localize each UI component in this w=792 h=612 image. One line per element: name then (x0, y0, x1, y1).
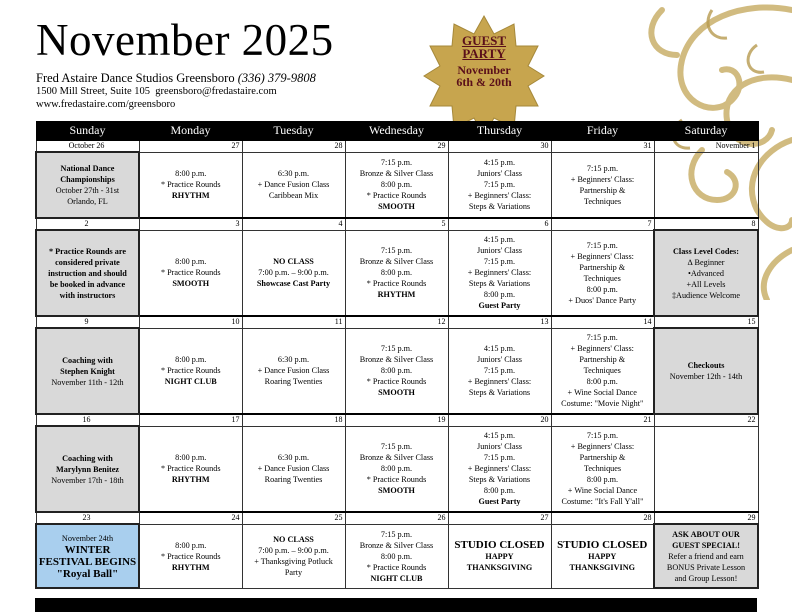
event-line: Steps & Variations (468, 279, 531, 289)
event-line: Juniors' Class (477, 442, 522, 452)
day-cell[interactable] (242, 426, 345, 512)
event-line: Bronze & Silver Class (359, 453, 434, 463)
date-number: 17 (139, 414, 242, 426)
event-line: Partnership & (579, 453, 626, 463)
event-line: WINTER (64, 543, 111, 556)
event-line: November 17th - 18th (51, 475, 124, 485)
event-line: + Thanksgiving Potluck (254, 557, 333, 566)
day-cell[interactable] (551, 524, 654, 588)
day-cell[interactable] (448, 524, 551, 588)
event-line: 7:00 p.m. – 9:00 p.m. (258, 268, 329, 278)
event-line: Championships (60, 175, 115, 184)
badge-party: PARTY (462, 46, 506, 61)
event-line: + Wine Social Dance (567, 388, 637, 398)
day-cell[interactable] (345, 328, 448, 414)
day-cell[interactable] (139, 230, 242, 316)
weekday-monday: Monday (139, 122, 242, 141)
date-number: 5 (345, 218, 448, 230)
event-line: "Royal Ball" (56, 567, 119, 580)
event-line: + Duos' Dance Party (568, 295, 637, 305)
week-events-row (36, 152, 758, 218)
date-number: 21 (551, 414, 654, 426)
event-line: November 11th - 12th (51, 377, 124, 387)
week-date-row (36, 316, 758, 328)
event-line: ASK ABOUT OUR (672, 529, 740, 539)
event-line: Checkouts (687, 361, 725, 370)
event-line: be booked in advance (49, 279, 126, 289)
date-number: 19 (345, 414, 448, 426)
event-line: * Practice Rounds (366, 191, 427, 201)
event-line: 8:00 p.m. (380, 180, 413, 190)
event-line: * Practice Rounds (366, 279, 427, 289)
event-line: 7:15 p.m. (586, 333, 618, 343)
event-line: FESTIVAL BEGINS (38, 555, 137, 568)
date-number: 10 (139, 316, 242, 328)
date-number: 27 (448, 512, 551, 524)
day-cell[interactable] (654, 524, 758, 588)
event-line: 7:15 p.m. (380, 344, 413, 354)
date-number: 18 (242, 414, 345, 426)
event-line: Guest Party (478, 301, 521, 311)
event-line: 8:00 p.m. (175, 355, 207, 365)
day-cell[interactable] (242, 230, 345, 316)
event-line: HAPPY (485, 552, 514, 561)
badge-month: November (457, 63, 511, 77)
day-cell[interactable] (36, 328, 139, 414)
event-line: THANKSGIVING (466, 563, 533, 572)
event-line: Roaring Twenties (264, 377, 323, 387)
event-line: + Beginners' Class: (467, 268, 532, 278)
day-cell[interactable] (448, 426, 551, 512)
event-line: * Practice Rounds (160, 268, 221, 278)
date-number: 14 (551, 316, 654, 328)
date-number: October 26 (36, 140, 139, 152)
event-line: 7:15 p.m. (586, 240, 618, 250)
event-line: RHYTHM (171, 475, 210, 485)
week-events-row (36, 328, 758, 414)
event-line: 6:30 p.m. (277, 169, 310, 179)
event-line: * Practice Rounds (366, 562, 427, 572)
event-line: Coaching with (62, 453, 113, 463)
event-line: Coaching with (62, 355, 113, 365)
date-number: 16 (36, 414, 139, 426)
event-line: Showcase Cast Party (256, 279, 331, 289)
event-line: considered private (55, 257, 120, 267)
date-number: 29 (345, 140, 448, 152)
day-cell[interactable] (139, 524, 242, 588)
week-date-row (36, 512, 758, 524)
event-line: Costume: "Movie Night" (561, 399, 644, 409)
date-number: 22 (654, 414, 758, 426)
week-date-row (36, 218, 758, 230)
event-line: 7:15 p.m. (483, 257, 516, 267)
event-line: + Beginners' Class: (570, 251, 634, 261)
event-line: Steps & Variations (468, 388, 531, 398)
weekday-wednesday: Wednesday (345, 122, 448, 141)
event-line: Stephen Knight (60, 366, 115, 376)
date-number: 4 (242, 218, 345, 230)
event-line: THANKSGIVING (569, 563, 635, 572)
week-events-row (36, 426, 758, 512)
date-number: 25 (242, 512, 345, 524)
day-cell[interactable] (654, 230, 758, 316)
event-line: * Practice Rounds (160, 366, 221, 376)
event-line: 7:00 p.m. – 9:00 p.m. (258, 546, 329, 555)
date-number: 29 (654, 512, 758, 524)
event-line: 8:00 p.m. (483, 290, 516, 300)
day-cell[interactable] (36, 152, 139, 218)
date-number: 24 (139, 512, 242, 524)
day-cell[interactable] (345, 152, 448, 218)
event-line: HAPPY (588, 552, 617, 561)
event-line: Techniques (583, 196, 622, 206)
date-number: 28 (242, 140, 345, 152)
date-number: 20 (448, 414, 551, 426)
date-number: 2 (36, 218, 139, 230)
date-number: 26 (345, 512, 448, 524)
event-line: 8:00 p.m. (175, 257, 207, 267)
event-line: SMOOTH (172, 279, 210, 289)
day-cell[interactable] (551, 328, 654, 414)
week-date-row (36, 414, 758, 426)
studio-contact (36, 86, 277, 111)
event-line: Partnership & (579, 262, 626, 272)
day-cell[interactable] (242, 524, 345, 588)
event-line: with instructors (59, 290, 116, 300)
event-line: + Beginners' Class: (467, 464, 532, 474)
event-line: 7:15 p.m. (380, 158, 413, 168)
week-events-row (36, 524, 758, 588)
event-line: 8:00 p.m. (586, 377, 618, 387)
event-line: + Dance Fusion Class (257, 180, 330, 190)
event-line: SMOOTH (378, 388, 415, 398)
event-line: 6:30 p.m. (277, 453, 310, 463)
day-cell[interactable] (139, 328, 242, 414)
date-number: 8 (654, 218, 758, 230)
calendar-grid (35, 121, 759, 589)
event-line: Steps & Variations (468, 202, 531, 212)
week-events-row (36, 230, 758, 316)
studio-name: Fred Astaire Dance Studios Greensboro (36, 71, 235, 85)
event-line: •Advanced (687, 268, 725, 278)
event-line: Orlando, FL (67, 197, 108, 206)
weekday-thursday: Thursday (448, 122, 551, 141)
date-number: 3 (139, 218, 242, 230)
event-line: 7:15 p.m. (483, 366, 516, 376)
event-line: Bronze & Silver Class (359, 540, 434, 550)
event-line: Refer a friend and earn (668, 551, 744, 561)
event-line: * Practice Rounds (160, 551, 221, 561)
event-line: 4:15 p.m. (483, 431, 516, 441)
event-line: 8:00 p.m. (175, 453, 207, 463)
event-line: +All Levels (686, 279, 726, 289)
event-line: + Beginners' Class: (467, 191, 532, 201)
weekday-tuesday: Tuesday (242, 122, 345, 141)
day-cell[interactable] (654, 152, 758, 218)
day-cell[interactable] (448, 152, 551, 218)
event-line: Marylynn Benitez (56, 464, 119, 474)
day-cell[interactable] (448, 230, 551, 316)
event-line: Techniques (583, 464, 622, 474)
event-line: Bronze & Silver Class (359, 355, 434, 365)
day-cell[interactable] (654, 328, 758, 414)
weekday-header-row (36, 122, 758, 141)
weekday-sunday: Sunday (36, 122, 139, 141)
event-line: STUDIO CLOSED (557, 539, 648, 551)
weekday-saturday: Saturday (654, 122, 758, 141)
studio-email[interactable]: greensboro@fredastaire.com (155, 86, 277, 97)
event-line: Caribbean Mix (268, 191, 319, 201)
event-line: ∆ Beginner (687, 257, 725, 267)
event-line: 7:15 p.m. (586, 431, 619, 441)
event-line: and Group Lesson! (674, 573, 738, 583)
event-line: 8:00 p.m. (380, 464, 413, 474)
guest-party-badge-text (422, 34, 546, 88)
day-cell[interactable] (139, 152, 242, 218)
day-cell[interactable] (551, 426, 654, 512)
day-cell[interactable] (242, 152, 345, 218)
badge-guest: GUEST (461, 33, 507, 48)
weekday-friday: Friday (551, 122, 654, 141)
event-line: 8:00 p.m. (380, 268, 413, 278)
event-line: * Practice Rounds (160, 180, 221, 190)
event-line: 8:00 p.m. (175, 540, 207, 550)
event-line: BONUS Private Lesson (666, 562, 746, 572)
event-line: RHYTHM (171, 191, 210, 201)
date-number: 31 (551, 140, 654, 152)
event-line: 7:15 p.m. (380, 529, 413, 539)
day-cell[interactable] (345, 426, 448, 512)
event-line: 6:30 p.m. (277, 355, 310, 365)
day-cell[interactable] (551, 230, 654, 316)
event-line: RHYTHM (377, 290, 416, 300)
event-line: STUDIO CLOSED (454, 539, 545, 551)
date-number: 7 (551, 218, 654, 230)
event-line: Class Level Codes: (673, 246, 739, 256)
event-line: 8:00 p.m. (380, 366, 413, 376)
event-line: NO CLASS (273, 535, 314, 544)
event-line: Juniors' Class (477, 169, 522, 179)
event-line: 8:00 p.m. (175, 169, 207, 179)
event-line: + Beginners' Class: (570, 442, 635, 452)
date-number: 13 (448, 316, 551, 328)
date-number: 11 (242, 316, 345, 328)
event-line: 7:15 p.m. (586, 163, 619, 173)
page-title: November 2025 (36, 15, 334, 65)
event-line: November 24th (61, 533, 114, 543)
day-cell[interactable] (345, 230, 448, 316)
event-line: * Practice Rounds (366, 377, 427, 387)
event-line: + Dance Fusion Class (257, 464, 330, 474)
event-line: Guest Party (478, 497, 521, 507)
day-cell[interactable] (654, 426, 758, 512)
event-line: Partnership & (579, 355, 626, 365)
event-line: Techniques (583, 366, 621, 376)
week-date-row (36, 140, 758, 152)
day-cell[interactable] (345, 524, 448, 588)
event-line: + Beginners' Class: (467, 377, 532, 387)
studio-website[interactable]: www.fredastaire.com/greensboro (36, 98, 176, 110)
date-number: 23 (36, 512, 139, 524)
calendar-bottom-bar (35, 598, 757, 612)
date-number: 28 (551, 512, 654, 524)
day-cell[interactable] (36, 426, 139, 512)
event-line: 7:15 p.m. (483, 453, 516, 463)
date-number: 30 (448, 140, 551, 152)
event-line: NO CLASS (273, 257, 314, 267)
event-line: 7:15 p.m. (483, 180, 516, 190)
event-line: * Practice Rounds are (49, 246, 126, 256)
event-line: National Dance (60, 164, 115, 173)
date-number: 6 (448, 218, 551, 230)
date-number: 9 (36, 316, 139, 328)
event-line: October 27th - 31st (55, 186, 120, 195)
date-number: 27 (139, 140, 242, 152)
event-line: Juniors' Class (477, 355, 522, 365)
event-line: SMOOTH (378, 486, 415, 496)
event-line: + Dance Fusion Class (257, 366, 330, 376)
event-line: 7:15 p.m. (380, 442, 413, 452)
event-line: Techniques (583, 273, 621, 283)
event-line: Roaring Twenties (264, 475, 323, 485)
event-line: 4:15 p.m. (483, 344, 516, 354)
day-cell[interactable] (551, 152, 654, 218)
event-line: 7:15 p.m. (380, 246, 413, 256)
event-line: Steps & Variations (468, 475, 531, 485)
event-line: SMOOTH (378, 202, 415, 212)
event-line: November 12th - 14th (669, 372, 743, 381)
event-line: 8:00 p.m. (380, 551, 413, 561)
event-line: + Beginners' Class: (570, 174, 635, 184)
date-number: 15 (654, 316, 758, 328)
event-line: Partnership & (579, 185, 626, 195)
day-cell[interactable] (36, 524, 139, 588)
event-line: 8:00 p.m. (483, 486, 516, 496)
event-line: + Beginners' Class: (570, 344, 634, 354)
event-line: ‡Audience Welcome (671, 290, 741, 300)
event-line: Bronze & Silver Class (359, 169, 434, 179)
event-line: GUEST SPECIAL! (672, 540, 740, 550)
event-line: * Practice Rounds (366, 475, 427, 485)
event-line: + Wine Social Dance (567, 486, 638, 496)
date-number: November 1 (654, 140, 758, 152)
event-line: RHYTHM (171, 562, 210, 572)
day-cell[interactable] (36, 230, 139, 316)
event-line: 4:15 p.m. (483, 235, 516, 245)
day-cell[interactable] (242, 328, 345, 414)
day-cell[interactable] (139, 426, 242, 512)
studio-info (36, 71, 316, 85)
date-number: 12 (345, 316, 448, 328)
event-line: * Practice Rounds (160, 464, 221, 474)
event-line: 4:15 p.m. (483, 158, 516, 168)
day-cell[interactable] (448, 328, 551, 414)
event-line: Party (284, 568, 303, 577)
event-line: 8:00 p.m. (586, 284, 618, 294)
event-line: NIGHT CLUB (370, 573, 423, 583)
event-line: NIGHT CLUB (164, 377, 217, 387)
event-line: Juniors' Class (477, 246, 522, 256)
studio-address: 1500 Mill Street, Suite 105 (36, 86, 151, 97)
event-line: Bronze & Silver Class (359, 257, 434, 267)
badge-dates: 6th & 20th (456, 75, 512, 89)
event-line: Costume: "It's Fall Y'all" (561, 497, 644, 507)
studio-phone: (336) 379-9808 (237, 71, 316, 85)
event-line: instruction and should (48, 268, 127, 278)
event-line: 8:00 p.m. (586, 475, 619, 485)
